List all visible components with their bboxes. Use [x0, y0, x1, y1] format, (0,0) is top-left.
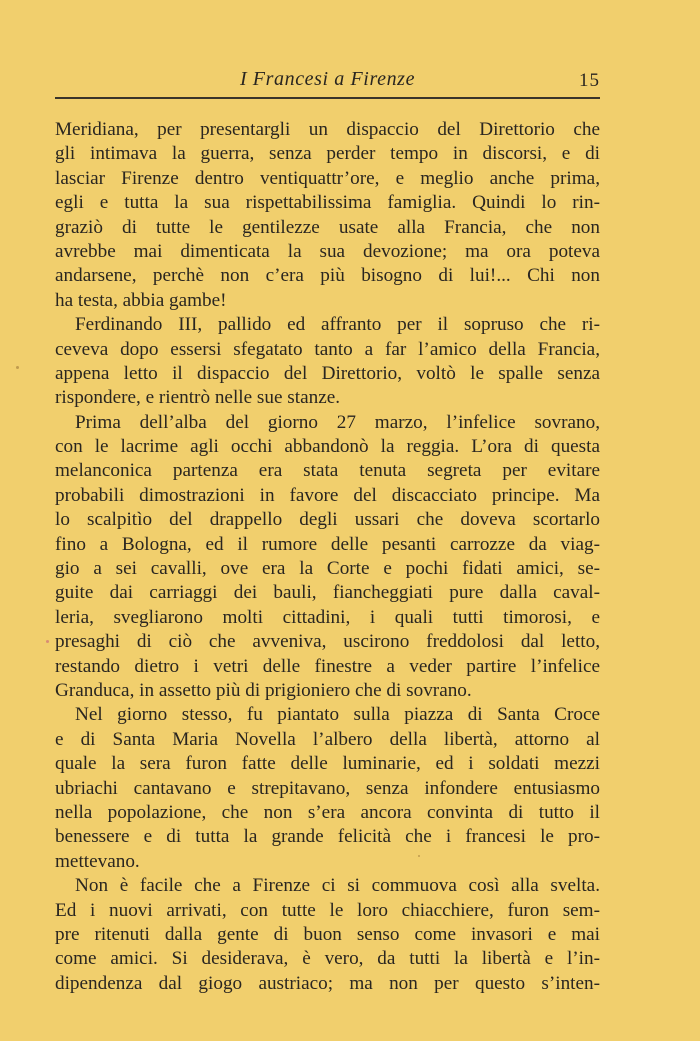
text-line: ubriachi cantavano e strepitavano, senza infondere entusiasmo: [55, 777, 600, 799]
text-line: fino a Bologna, ed il rumore delle pesanti carrozze da viag-: [55, 533, 600, 555]
paper-speck: [418, 855, 420, 857]
text-line: melanconica partenza era stata tenuta segreta per evitare: [55, 460, 600, 482]
text-line: egli e tutta la sua rispettabilissima famiglia. Quindi lo rin-: [55, 192, 600, 214]
text-line: nella popolazione, che non s’era ancora convinta di tutto il: [55, 801, 600, 823]
text-line: graziò di tutte le gentilezze usate alla Francia, che non: [55, 216, 600, 238]
paragraph: [55, 703, 600, 874]
text-line: presaghi di ciò che avveniva, uscirono freddolosi dal letto,: [55, 631, 600, 653]
text-line: guite dai carriaggi dei bauli, fiancheggiati pure dalla caval-: [55, 582, 600, 604]
text-line: appena letto il dispaccio del Direttorio, voltò le spalle senza: [55, 362, 600, 384]
text-line: gli intimava la guerra, senza perder tempo in discorsi, e di: [55, 143, 600, 165]
page-number: 15: [579, 70, 600, 91]
paragraph: [55, 874, 600, 996]
text-line: avrebbe mai dimenticata la sua devozione; ma ora poteva: [55, 240, 600, 262]
text-line: mettevano.: [55, 850, 140, 872]
text-line: e di Santa Maria Novella l’albero della libertà, attorno al: [55, 728, 600, 750]
text-line: Nel giorno stesso, fu piantato sulla piazza di Santa Croce: [75, 704, 600, 726]
text-line: pre ritenuti dalla gente di buon senso come invasori e mai: [55, 923, 600, 945]
text-line: andarsene, perchè non c’era più bisogno di lui!... Chi non: [55, 265, 600, 287]
text-line: lo scalpitìo del drappello degli ussari che doveva scortarlo: [55, 509, 600, 531]
paragraph: [55, 411, 600, 704]
running-title: I Francesi a Firenze: [239, 68, 416, 90]
text-line: ha testa, abbia gambe!: [55, 289, 227, 311]
text-line: rispondere, e rientrò nelle sue stanze.: [55, 387, 341, 409]
header-rule: [55, 97, 600, 99]
text-line: con le lacrime agli occhi abbandonò la reggia. L’ora di questa: [55, 436, 600, 458]
text-line: Meridiana, per presentargli un dispaccio del Direttorio che: [55, 119, 600, 140]
text-line: benessere e di tutta la grande felicità che i francesi le pro-: [55, 826, 600, 848]
text-line: lasciar Firenze dentro ventiquattr’ore, e meglio anche prima,: [55, 167, 600, 189]
paper-speck: [46, 640, 49, 643]
text-line: dipendenza dal giogo austriaco; ma non per questo s’inten-: [55, 972, 600, 994]
paper-speck: [16, 366, 19, 369]
text-line: come amici. Si desiderava, è vero, da tutti la libertà e l’in-: [55, 948, 600, 970]
text-line: leria, svegliarono molti cittadini, i quali tutti timorosi, e: [55, 606, 600, 628]
text-line: quale la sera furon fatte delle luminarie, ed i soldati mezzi: [55, 753, 600, 775]
text-line: ceveva dopo essersi sfegatato tanto a far l’amico della Francia,: [55, 338, 600, 360]
text-line: Non è facile che a Firenze ci si commuova così alla svelta.: [75, 875, 600, 897]
text-line: Granduca, in assetto più di prigioniero che di sovrano.: [55, 679, 472, 701]
text-line: Ferdinando III, pallido ed affranto per il sopruso che ri-: [75, 314, 600, 336]
text-line: restando dietro i vetri delle finestre a veder partire l’infelice: [55, 655, 600, 677]
paragraph: [55, 313, 600, 411]
text-line: Prima dell’alba del giorno 27 marzo, l’infelice sovrano,: [75, 411, 600, 433]
text-line: gio a sei cavalli, ove era la Corte e pochi fidati amici, se-: [55, 558, 600, 580]
text-line: probabili dimostrazioni in favore del discacciato principe. Ma: [55, 484, 600, 506]
paragraph: [55, 118, 600, 313]
text-line: Ed i nuovi arrivati, con tutte le loro chiacchiere, furon sem-: [55, 899, 600, 921]
running-header: [55, 66, 600, 96]
body-text: [55, 118, 600, 996]
